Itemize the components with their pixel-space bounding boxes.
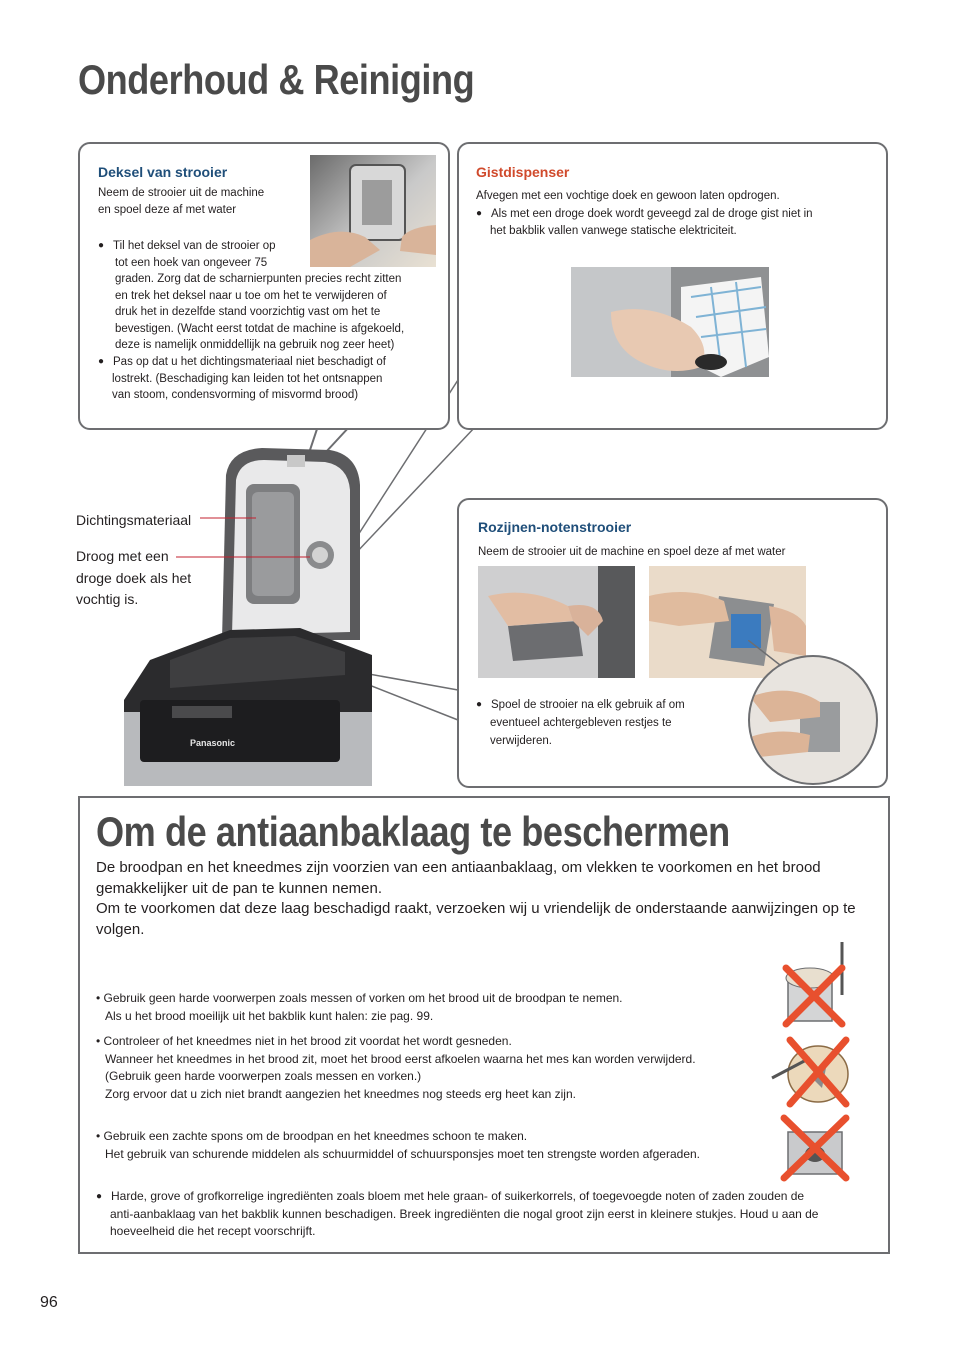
control-panel (140, 700, 340, 762)
brand-logo: Panasonic (190, 738, 236, 748)
section2-item-4: ● Harde, grove of grofkorrelige ingrediënten zoals bloem met hele graan- of suikerkorrels, of toegevoegde noten of zaden zouden de anti-aanbaklaag van het bakblik kunnen beschadigen. Breek ingrediënten die nogal groot zijn eerst in kleinere stukjes. Houd u aan de hoeveelheid die het recept voorschrijft. (96, 1188, 880, 1241)
gist-line: Afvegen met een vochtige doek en gewoon laten opdrogen. (476, 190, 780, 202)
label-dichtingsmateriaal: Dichtingsmateriaal (76, 512, 192, 528)
page-title: Onderhoud & Reiniging (78, 56, 475, 103)
section2-item-1: • Gebruik geen harde voorwerpen zoals messen of vorken om het brood uit de broodpan te nemen. Als u het brood moeilijk uit het bakblik kunt halen: zie pag. 99. (96, 991, 623, 1023)
deksel-intro: Neem de strooier uit de machine en spoel deze af met water (98, 187, 265, 216)
lid-hinge (287, 455, 305, 467)
deksel-bullet-1: ● Til het deksel van de strooier op tot een hoek van ongeveer 75 graden. Zorg dat de scharnierpunten precies recht zitten en trek het deksel naar u toe om het te verwijderen of druk het in dezelfde stand voorzichtig vast om het te bevestigen. (Wacht eerst totdat de machine is afgekoeld, deze is namelijk onmiddellijk na gebruik nog zeer heet) (98, 238, 438, 354)
knife-pan-cross-icon (780, 940, 852, 1030)
photo-rozijnen-zoom (748, 655, 878, 785)
zoom-tail (748, 640, 788, 670)
rozijnen-title: Rozijnen-notenstrooier (478, 519, 632, 535)
section2-lead: De broodpan en het kneedmes zijn voorzien van een antiaanbaklaag, om vlekken te voorkomen en het brood gemakkelijker uit de pan te kunnen nemen. Om te voorkomen dat deze laag beschadigd raakt, verzoeken wij u vriendelijk de onderstaande aanwijzingen op te volgen. (96, 859, 856, 938)
deksel-title: Deksel van strooier (98, 164, 228, 180)
photo-rozijnen-1 (478, 566, 635, 678)
knife-bread-cross-icon (770, 1032, 852, 1112)
sponge-pan-cross-icon (780, 1114, 852, 1182)
rozijnen-line: Neem de strooier uit de machine en spoel deze af met water (478, 546, 786, 558)
rozijnen-bullet: ● Spoel de strooier na elk gebruik af om eventueel achtergebleven restjes te verwijderen. (476, 696, 736, 750)
gist-bullet: ● Als met een droge doek wordt geveegd zal de droge gist niet in het bakblik vallen vanwege statische elektriciteit. (476, 206, 876, 239)
label-droog: Droog met een droge doek als het vochtig is. (76, 548, 192, 607)
photo-gist (571, 267, 769, 377)
section2-title: Om de antiaanbaklaag te beschermen (96, 808, 730, 855)
section2-item-2: • Controleer of het kneedmes niet in het brood zit voordat het wordt gesneden. Wanneer het kneedmes in het brood zit, moet het brood eerst afkoelen waarna het mes kan worden verwijderd. (Gebruik geen harde voorwerpen zoals messen en vorken.) Zorg ervoor dat u zich niet brandt aangezien het kneedmes nog steeds erg heet kan zijn. (96, 1034, 696, 1101)
deksel-bullet-2: ● Pas op dat u het dichtingsmateriaal niet beschadigt of lostrekt. (Beschadiging kan leiden tot het ontsnappen van stoom, condensvorming of misvormd brood) (98, 354, 438, 404)
gist-title: Gistdispenser (476, 164, 570, 180)
page-number: 96 (40, 1294, 58, 1311)
section2-item-3: • Gebruik een zachte spons om de broodpan en het kneedmes schoon te maken. Het gebruik van schurende middelen als schuurmiddel of schuursponsjes moet ten strengste worden afgeraden. (96, 1129, 701, 1161)
